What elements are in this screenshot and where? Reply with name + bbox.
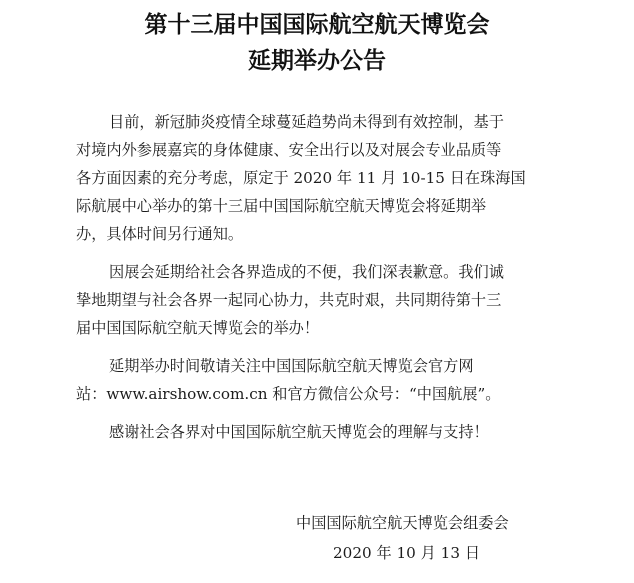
paragraph-3-line-1: 延期举办时间敬请关注中国国际航空航天博览会官方网 [109,357,474,375]
paragraph-3-line-2: 站：www.airshow.com.cn 和官方微信公众号：“中国航展”。 [76,385,501,403]
title-line-2: 延期举办公告 [248,47,386,74]
paragraph-1-line-5: 办，具体时间另行通知。 [76,225,244,243]
paragraph-2-line-2: 挚地期望与社会各界一起同心协力，共克时艰，共同期待第十三 [76,291,502,309]
paragraph-2-line-1: 因展会延期给社会各界造成的不便，我们深表歉意。我们诚 [109,263,504,281]
title-line-1: 第十三届中国国际航空航天博览会 [144,11,490,38]
organizer-signature: 中国国际航空航天博览会组委会 [296,514,509,532]
signature-date: 2020 年 10 月 13 日 [333,544,481,562]
paragraph-1-line-2: 对境内外参展嘉宾的身体健康、安全出行以及对展会专业品质等 [76,141,502,159]
paragraph-2-line-3: 届中国国际航空航天博览会的举办！ [76,319,319,337]
paragraph-1-line-1: 目前，新冠肺炎疫情全球蔓延趋势尚未得到有效控制，基于 [109,113,504,131]
paragraph-1-line-4: 际航展中心举办的第十三届中国国际航空航天博览会将延期举 [76,197,487,215]
paragraph-1-line-3: 各方面因素的充分考虑，原定于 2020 年 11 月 10-15 日在珠海国 [76,169,526,187]
paragraph-4-line-1: 感谢社会各界对中国国际航空航天博览会的理解与支持！ [109,423,489,441]
